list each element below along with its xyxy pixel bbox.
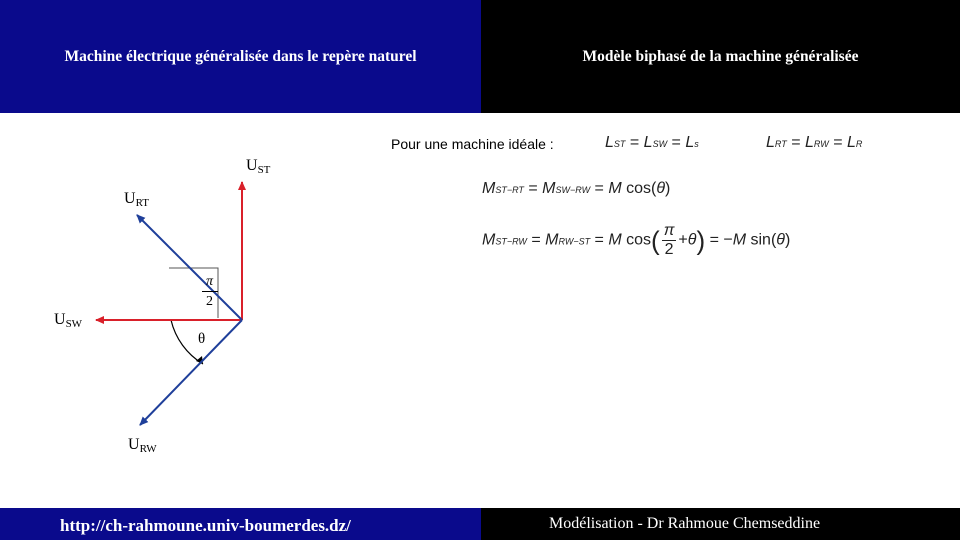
eq2-b-sub: RW bbox=[813, 139, 829, 149]
eq3-fn: cos bbox=[626, 180, 652, 197]
eq4-fn: cos bbox=[626, 231, 652, 249]
usw-label-main: U bbox=[54, 311, 66, 328]
eq2-a-sub: RT bbox=[774, 139, 787, 149]
equation-stator-inductance: LST = LSW = Ls bbox=[605, 134, 699, 151]
eq4-theta: θ bbox=[687, 231, 697, 249]
eq1-b: L bbox=[643, 134, 653, 151]
urt-label-sub: RT bbox=[135, 197, 149, 209]
eq4-fraction bbox=[662, 222, 677, 259]
eq4-c: M bbox=[608, 231, 622, 249]
eq3-a: M bbox=[482, 180, 496, 197]
footer-credit: Modélisation - Dr Rahmoue Chemseddine bbox=[549, 515, 821, 532]
urw-label-sub: RW bbox=[139, 443, 157, 455]
ust-label-sub: ST bbox=[257, 164, 271, 176]
urt-label bbox=[124, 190, 149, 209]
eq1-a: L bbox=[605, 134, 614, 151]
urt-label-main: U bbox=[124, 190, 136, 207]
pi-over-two-bar bbox=[202, 291, 218, 292]
eq2-b: L bbox=[805, 134, 814, 151]
eq4-num: π bbox=[663, 222, 675, 239]
eq3-a-sub: ST−RT bbox=[495, 185, 524, 195]
eq3-arg: θ bbox=[656, 180, 666, 197]
eq4-den: 2 bbox=[664, 241, 674, 258]
eq4-rhs-m: M bbox=[732, 231, 747, 249]
eq3-b: M bbox=[542, 180, 556, 197]
header-right-title: Modèle biphasé de la machine généralisée bbox=[582, 48, 859, 65]
eq2-c-sub: R bbox=[855, 139, 863, 149]
eq4-b-sub: RW−ST bbox=[558, 236, 591, 247]
pi-over-two-numerator: π bbox=[206, 274, 214, 289]
usw-label-sub: SW bbox=[65, 318, 83, 330]
eq4-a: M bbox=[482, 231, 496, 249]
eq4-plus: + bbox=[678, 231, 688, 249]
header-left-title: Machine électrique généralisée dans le repère naturel bbox=[64, 48, 417, 65]
footer-left-panel bbox=[0, 508, 481, 540]
eq1-c-sub: s bbox=[694, 139, 699, 149]
pi-over-two-denominator: 2 bbox=[206, 294, 213, 309]
eq1-c: L bbox=[685, 134, 695, 151]
eq4-b: M bbox=[545, 231, 559, 249]
equation-mutual-st-rt: MST−RT = MSW−RW = M cos(θ) bbox=[482, 180, 671, 197]
urw-axis bbox=[140, 320, 242, 425]
eq3-c: M bbox=[608, 180, 622, 197]
eq2-a: L bbox=[766, 134, 775, 151]
eq3-b-sub: SW−RW bbox=[555, 185, 591, 195]
footer-url[interactable]: http://ch-rahmoune.univ-boumerdes.dz/ bbox=[60, 516, 351, 535]
usw-label bbox=[54, 311, 82, 330]
urw-label bbox=[128, 436, 157, 455]
eq1-a-sub: ST bbox=[613, 139, 626, 149]
eq1-b-sub: SW bbox=[652, 139, 668, 149]
ust-label bbox=[246, 157, 270, 176]
eq4-a-sub: ST−RW bbox=[495, 236, 527, 247]
eq2-c: L bbox=[847, 134, 856, 151]
eq4-arg2: θ bbox=[776, 231, 785, 249]
urw-label-main: U bbox=[128, 436, 140, 453]
urt-axis bbox=[137, 215, 242, 320]
footer-right-panel bbox=[481, 508, 960, 540]
theta-label: θ bbox=[198, 331, 206, 347]
eq4-fn2: sin bbox=[750, 231, 771, 249]
ideal-machine-label: Pour une machine idéale : bbox=[391, 136, 554, 152]
ust-label-main: U bbox=[246, 157, 258, 174]
equation-mutual-st-rw: MST−RW = MRW−ST = M cos( $\frac{\pi}{2}$ +θ) = −M sin(θ) bbox=[482, 222, 791, 258]
equation-rotor-inductance: LRT = LRW = LR bbox=[766, 134, 863, 151]
